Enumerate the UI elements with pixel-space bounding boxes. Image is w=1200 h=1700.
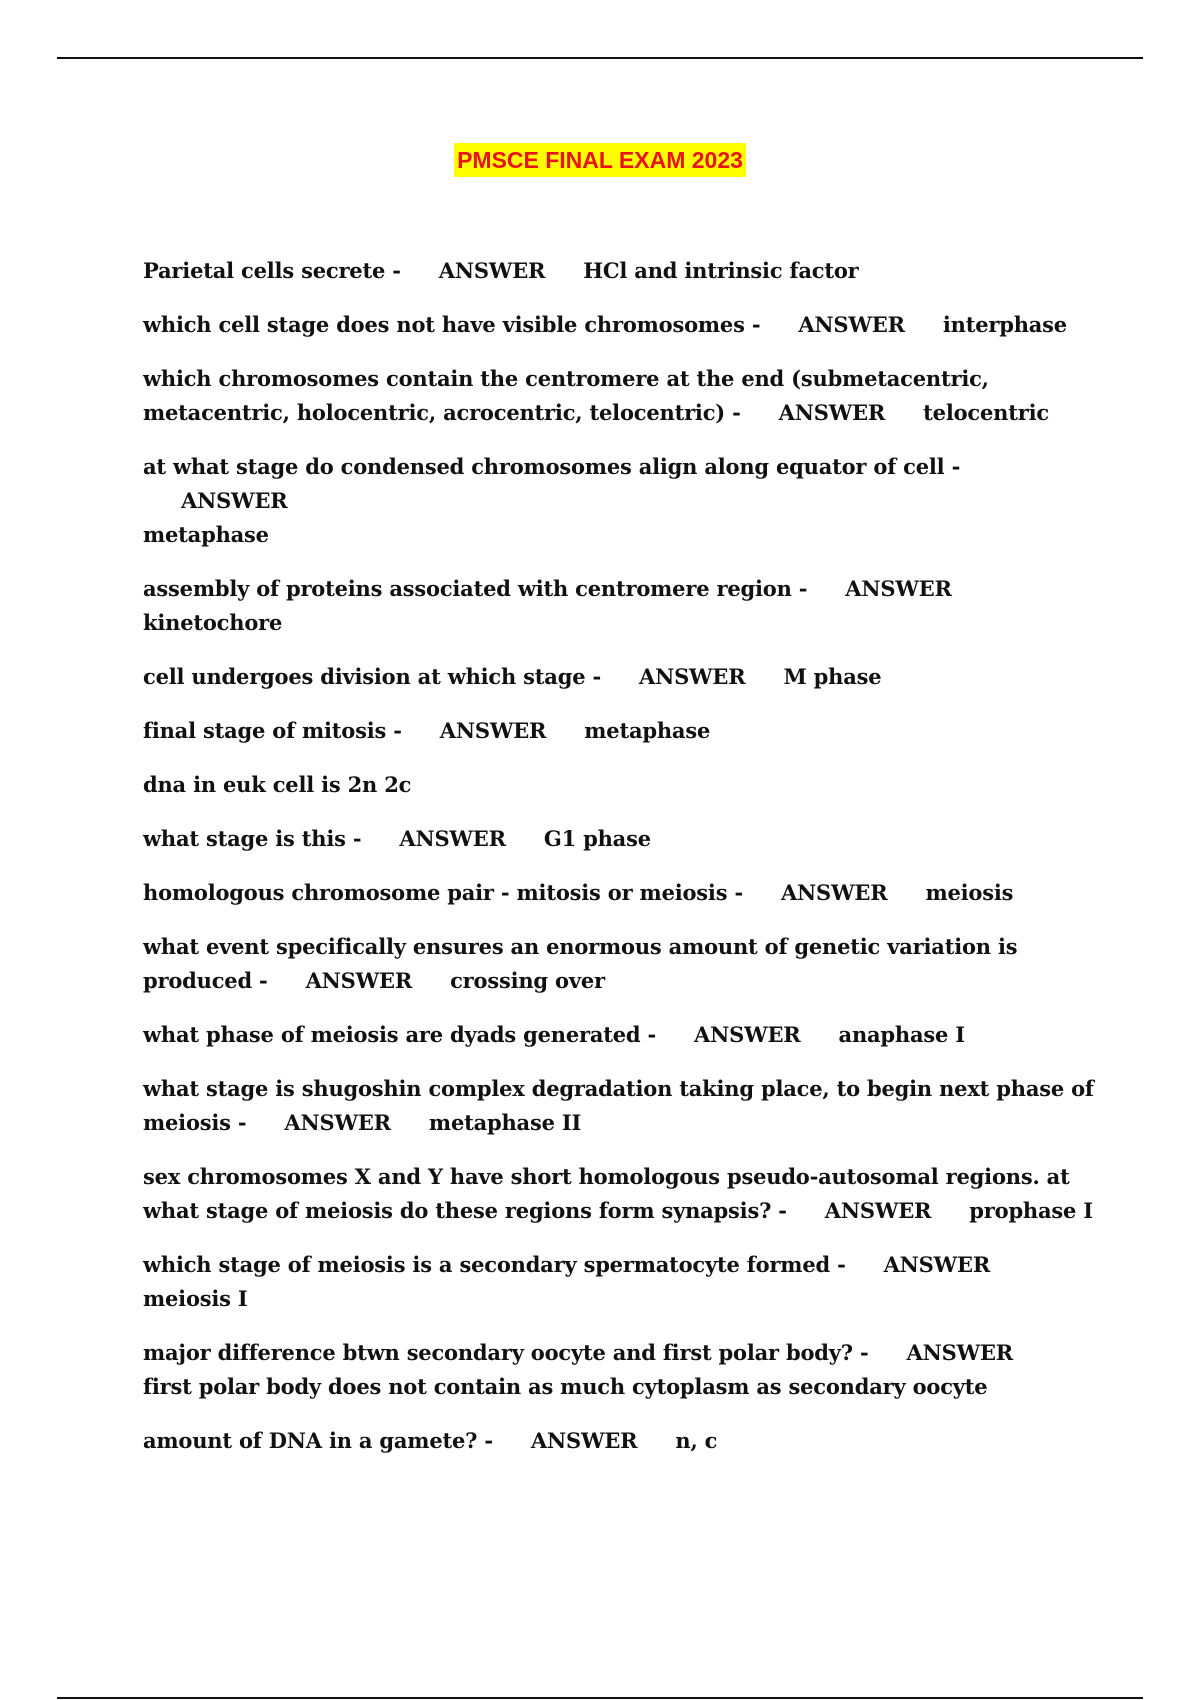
answer-label: ANSWER: [438, 258, 546, 283]
qa-item: [143, 714, 1103, 748]
qa-item: [143, 450, 1103, 552]
question-text: major difference btwn secondary oocyte and first polar body? -: [143, 1340, 869, 1365]
answer-text: n, c: [675, 1428, 718, 1453]
question-text: dna in euk cell is 2n 2c: [143, 772, 412, 797]
answer-text: meiosis I: [143, 1286, 248, 1311]
qa-item: [143, 1072, 1103, 1140]
question-text: assembly of proteins associated with centromere region -: [143, 576, 808, 601]
answer-text: M phase: [783, 664, 882, 689]
answer-text: prophase I: [969, 1198, 1093, 1223]
qa-item: [143, 876, 1103, 910]
answer-label: ANSWER: [778, 400, 886, 425]
answer-label: ANSWER: [883, 1252, 991, 1277]
question-text: amount of DNA in a gamete? -: [143, 1428, 493, 1453]
answer-text: kinetochore: [143, 610, 283, 635]
bottom-divider: [57, 1697, 1143, 1699]
qa-list: [143, 254, 1103, 1478]
question-text: which cell stage does not have visible chromosomes -: [143, 312, 761, 337]
qa-item: [143, 1248, 1103, 1316]
answer-text: meiosis: [925, 880, 1014, 905]
question-text: which stage of meiosis is a secondary spermatocyte formed -: [143, 1252, 846, 1277]
question-text: what stage is shugoshin complex degradation taking place, to begin next phase of meiosis -: [143, 1076, 1094, 1135]
question-text: what event specifically ensures an enormous amount of genetic variation is produced -: [143, 934, 1018, 993]
answer-label: ANSWER: [530, 1428, 638, 1453]
qa-item: [143, 1336, 1103, 1404]
qa-item: [143, 254, 1103, 288]
answer-label: ANSWER: [906, 1340, 1014, 1365]
answer-label: ANSWER: [638, 664, 746, 689]
answer-text: first polar body does not contain as much cytoplasm as secondary oocyte: [143, 1374, 988, 1399]
question-text: cell undergoes division at which stage -: [143, 664, 601, 689]
top-divider: [57, 57, 1143, 59]
answer-label: ANSWER: [798, 312, 905, 337]
answer-text: crossing over: [450, 968, 605, 993]
qa-item: [143, 822, 1103, 856]
question-text: final stage of mitosis -: [143, 718, 402, 743]
answer-label: ANSWER: [305, 968, 413, 993]
question-text: what phase of meiosis are dyads generated -: [143, 1022, 657, 1047]
answer-text: telocentric: [923, 400, 1049, 425]
question-text: sex chromosomes X and Y have short homologous pseudo-autosomal regions. at what stage of meiosis do these regions form synapsis? -: [143, 1164, 1070, 1223]
answer-text: G1 phase: [543, 826, 651, 851]
document-title: PMSCE FINAL EXAM 2023: [454, 143, 746, 177]
answer-text: metaphase II: [428, 1110, 582, 1135]
answer-label: ANSWER: [181, 488, 288, 513]
question-text: which chromosomes contain the centromere at the end (submetacentric, metacentric, holocentric, acrocentric, telocentric) -: [143, 366, 989, 425]
answer-label: ANSWER: [824, 1198, 932, 1223]
answer-label: ANSWER: [694, 1022, 801, 1047]
question-text: homologous chromosome pair - mitosis or meiosis -: [143, 880, 743, 905]
answer-text: HCl and intrinsic factor: [583, 258, 859, 283]
qa-item: [143, 572, 1103, 640]
answer-text: interphase: [942, 312, 1067, 337]
title-container: [0, 143, 1200, 177]
answer-label: ANSWER: [399, 826, 506, 851]
qa-item: [143, 1018, 1103, 1052]
qa-item: [143, 768, 1103, 802]
qa-item: [143, 660, 1103, 694]
question-text: Parietal cells secrete -: [143, 258, 401, 283]
answer-label: ANSWER: [439, 718, 547, 743]
qa-item: [143, 1160, 1103, 1228]
answer-text: anaphase I: [838, 1022, 965, 1047]
question-text: at what stage do condensed chromosomes align along equator of cell -: [143, 454, 961, 479]
qa-item: [143, 362, 1103, 430]
answer-label: ANSWER: [845, 576, 952, 601]
answer-text: metaphase: [584, 718, 711, 743]
answer-label: ANSWER: [284, 1110, 391, 1135]
qa-item: [143, 308, 1103, 342]
answer-label: ANSWER: [780, 880, 888, 905]
question-text: what stage is this -: [143, 826, 362, 851]
qa-item: [143, 930, 1103, 998]
qa-item: [143, 1424, 1103, 1458]
answer-text: metaphase: [143, 522, 269, 547]
